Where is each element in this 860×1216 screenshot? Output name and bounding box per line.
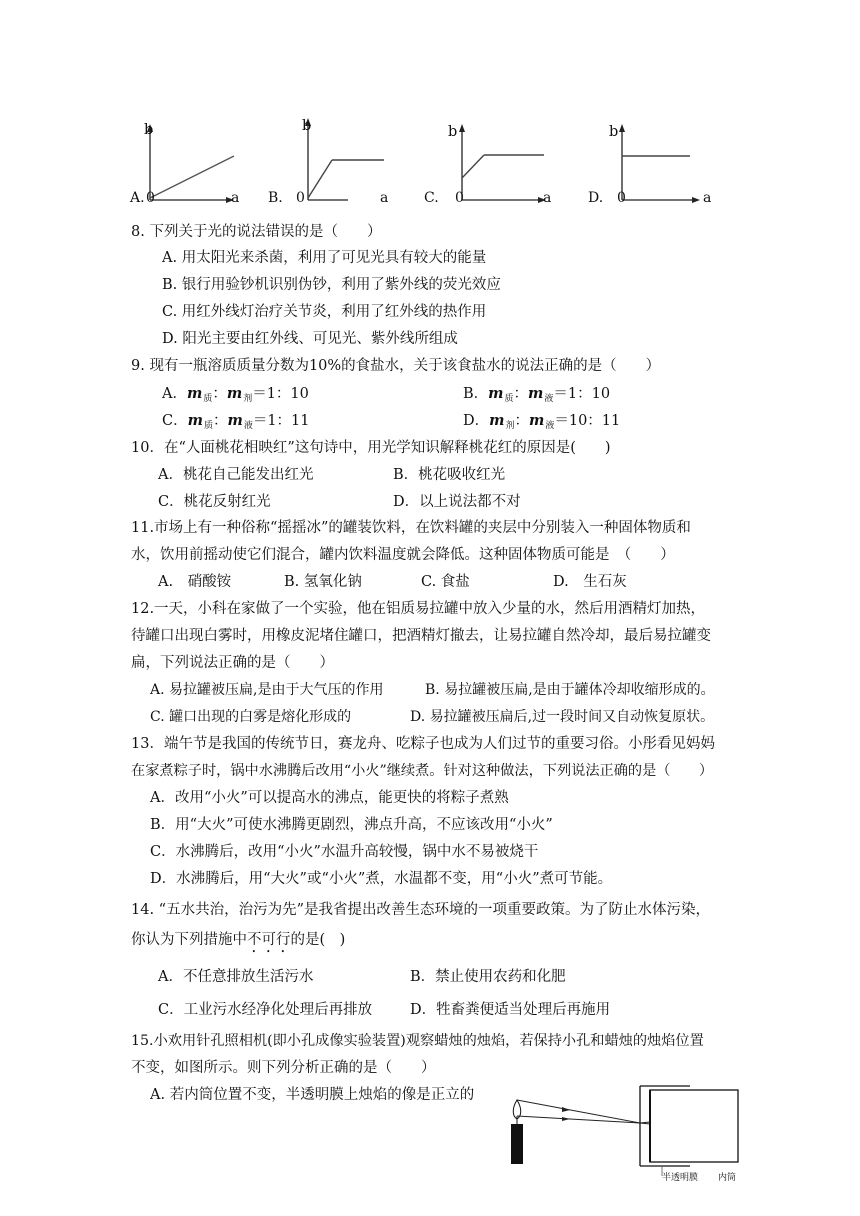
graph-c-origin: 0 [455,190,464,206]
graph-c-option: C. [424,190,439,206]
q11-option-d: D. 生石灰 [553,574,627,590]
graph-d-option: D. [588,190,604,206]
q15-line-2: 不变，如图所示。则下列分析正确的是（ ） [131,1060,436,1076]
q11-option-b: B. 氢氧化钠 [284,574,362,590]
graph-b-b-label: b [302,118,312,134]
candle-body [511,1124,523,1164]
q11-line-2: 水，饮用前摇动使它们混合，罐内饮料温度就会降低。这种固体物质可能是 （ ） [131,547,675,563]
q8-stem: 8. 下列关于光的说法错误的是（ ） [131,224,382,240]
q14-option-b: B．禁止使用农药和化肥 [410,969,566,985]
q13-line-2: 在家煮粽子时，锅中水沸腾后改用“小火”继续煮。针对这种做法，下列说法正确的是（ ） [131,763,714,779]
q13-option-a: A．改用“小火”可以提高水的沸点，能更快的将粽子煮熟 [150,790,509,806]
q13-option-c: C．水沸腾后，改用“小火”水温升高较慢，锅中水不易被烧干 [150,844,539,860]
graph-b-a-label: a [380,190,389,206]
q9-option-c: C．$m_质$：$m_液=1$：11 [162,412,310,431]
q10-option-b: B．桃花吸收红光 [393,467,506,483]
q11-option-c: C. 食盐 [421,574,470,590]
q14-option-a: A．不任意排放生活污水 [158,969,314,985]
q11-option-a: A. 硝酸铵 [158,574,232,590]
q14-option-d: D．牲畜粪便适当处理后再施用 [410,1002,611,1018]
q9-stem: 9. 现有一瓶溶质质量分数为10%的食盐水，关于该食盐水的说法正确的是（ ） [131,358,661,374]
graph-d-origin: 0 [617,190,626,206]
q12-option-c: C. 罐口出现的白雾是熔化形成的 [150,709,352,725]
q10-option-d: D．以上说法都不对 [393,494,521,510]
q12-line-2: 待罐口出现白雾时，用橡皮泥堵住罐口，把酒精灯撤去，让易拉罐自然冷却，最后易拉罐变 [131,628,711,644]
q14-line-2: 你认为下列措施中不可行的是( ) [131,932,346,948]
q9-option-b: B．$m_质$：$m_液=1$：10 [463,385,611,404]
graph-c-b-label: b [448,124,458,140]
q13-option-b: B．用“大火”可使水沸腾更剧烈，沸点升高，不应该改用“小火” [150,817,553,833]
q13-option-d: D．水沸腾后，用“大火”或“小火”煮，水温都不变，用“小火”煮可节能。 [150,871,613,887]
q13-line-1: 13．端午节是我国的传统节日，赛龙舟、吃粽子也成为人们过节的重要习俗。小彤看见妈妈 [131,736,715,752]
graph-d-a-label: a [703,190,712,206]
graph-c-a-label: a [543,190,552,206]
q12-line-1: 12.一天，小科在家做了一个实验，他在铝质易拉罐中放入少量的水，然后用酒精灯加热， [131,601,706,617]
q8-option-c: C. 用红外线灯治疗关节炎，利用了红外线的热作用 [162,304,487,320]
label-inner-tube: 内筒 [718,1173,737,1183]
graph-a-b-label: b [144,122,154,138]
q8-option-d: D. 阳光主要由红外线、可见光、紫外线所组成 [162,331,458,347]
q10-option-a: A．桃花自己能发出红光 [158,467,314,483]
graph-d-b-label: b [609,124,619,140]
graph-b-origin: 0 [296,190,305,206]
graph-b-option: B. [268,190,283,206]
graph-a-a-label: a [231,190,240,206]
q10-stem: 10．在“人面桃花相映红”这句诗中，用光学知识解释桃花红的原因是( ) [131,440,611,456]
q9-option-a: A．$m_质$：$m_剂=1$：10 [162,385,309,404]
q9-option-d: D．$m_剂$：$m_液=10$：11 [463,412,621,431]
q10-option-c: C．桃花反射红光 [158,494,271,510]
graph-a-option: A. [130,190,145,206]
q14-line-1: 14. “五水共治，治污为先”是我省提出改善生态环境的一项重要政策。为了防止水体污染， [131,902,710,918]
q8-option-a: A. 用太阳光来杀菌，利用了可见光具有较大的能量 [162,250,487,266]
pinhole-diagram-svg [500,1078,745,1188]
ray-arrow-2 [562,1117,570,1121]
light-ray-2b [640,1122,650,1123]
q15-line-1: 15.小欢用针孔照相机(即小孔成像实验装置)观察蜡烛的烛焰，若保持小孔和蜡烛的烛焰位置 [131,1033,704,1049]
q12-option-a: A. 易拉罐被压扁,是由于大气压的作用 [150,682,384,698]
q8-option-b: B. 银行用验钞机识别伪钞，利用了紫外线的荧光效应 [162,277,501,293]
q12-option-b: B. 易拉罐被压扁,是由于罐体冷却收缩形成的。 [425,682,715,698]
inner-tube [650,1090,738,1162]
q11-line-1: 11.市场上有一种俗称“摇摇冰”的罐装饮料，在饮料罐的夹层中分别装入一种固体物质和 [131,520,691,536]
label-translucent-film: 半透明膜 [662,1173,699,1183]
q12-option-d: D. 易拉罐被压扁后,过一段时间又自动恢复原状。 [410,709,715,725]
graph-a-origin: 0 [146,190,155,206]
pinhole-camera-diagram [500,1078,745,1188]
q15-option-a: A. 若内筒位置不变，半透明膜上烛焰的像是正立的 [150,1087,475,1103]
q14-emphasis: 不可行 [247,932,291,948]
q12-line-3: 扁，下列说法正确的是（ ） [131,655,334,671]
q14-option-c: C．工业污水经净化处理后再排放 [158,1002,373,1018]
